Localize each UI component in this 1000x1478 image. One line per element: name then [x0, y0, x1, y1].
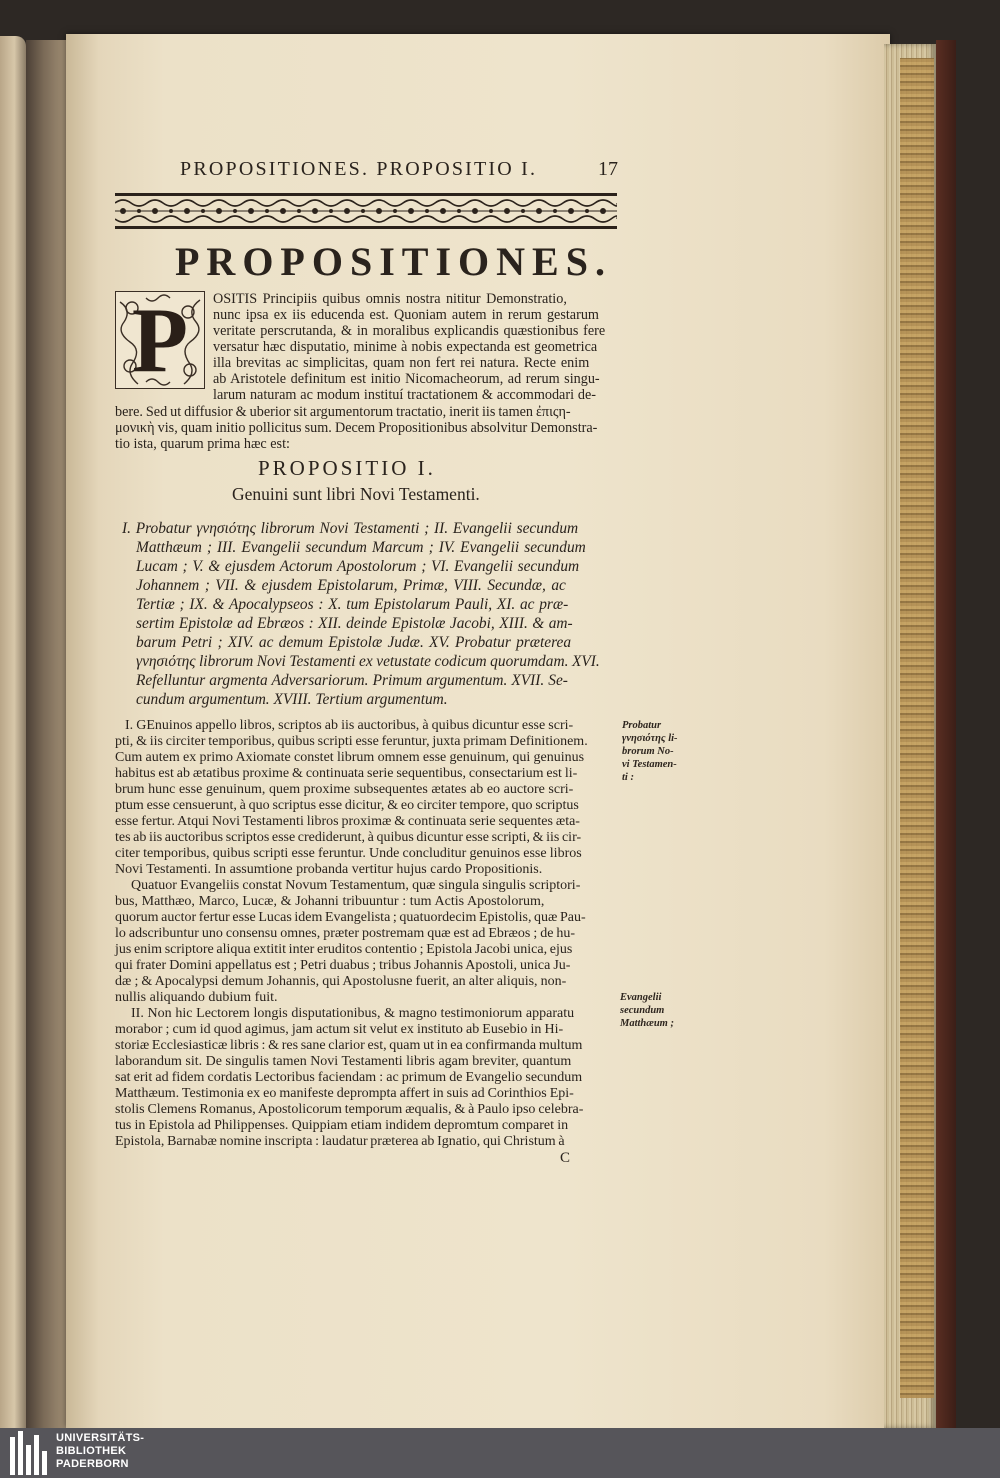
intro-line: ab Aristotele definitum est initio Nicomacheorum, ad rerum singu-: [213, 371, 600, 387]
main-title: PROPOSITIONES.: [175, 239, 612, 284]
body-line: dæ ; & Apocalypsi demum Johannis, qui Apostolusne fuerit, an alter aliquis, non-: [115, 974, 567, 989]
summary-line: γνησιότης librorum Novi Testamenti ex vetustate codicum quorumdam. XVI.: [136, 653, 600, 670]
library-name-line: UNIVERSITÄTS-: [56, 1432, 145, 1444]
summary-line: Lucam ; V. & ejusdem Actorum Apostolorum ; VI. Evangelii secundum: [136, 558, 580, 575]
library-logo-icon: [10, 1431, 50, 1475]
marginal-note-line: ti :: [622, 772, 634, 783]
running-title: PROPOSITIONES. PROPOSITIO I.: [180, 158, 538, 180]
body-line: esse fertur. Atqui Novi Testamenti libros proximæ & continuata serie sequentes æta-: [115, 814, 580, 829]
marginal-note-line: Probatur: [622, 720, 662, 731]
library-name: [56, 1432, 144, 1471]
marginal-note-line: brorum No-: [622, 746, 674, 757]
intro-line: tio ista, quarum prima hæc est:: [115, 436, 290, 452]
intro-line: illa brevitas ac simplicitas, quam non fert rei natura. Recte enim: [213, 355, 590, 371]
summary-line: Johannem ; VII. & ejusdem Epistolarum, Primæ, VIII. Secundæ, ac: [136, 577, 566, 594]
summary-line: barum Petri ; XIV. ac demum Epistolæ Judæ. XV. Probatur præterea: [136, 634, 572, 651]
body-line: nullis aliquando dubium fuit.: [115, 990, 278, 1005]
body-line: stolis Clemens Romanus, Apostolicorum temporum æqualis, & à Paulo ipso celebra-: [115, 1102, 584, 1117]
marginal-note-line: vi Testamen-: [622, 759, 677, 770]
body-line: lo adscribuntur uno consensu omnes, præter postremam quæ est ad Ebræos ; de hu-: [115, 926, 576, 941]
body-line: jus enim scriptore aliqua extitit inter eruditos contentio ; Epistola Jacobi unica, ejus: [115, 942, 573, 957]
summary-line: sertim Epistolæ ad Ebræos : XII. deinde Epistolæ Jacobi, XIII. & am-: [136, 615, 573, 632]
body-line: quorum auctor fertur esse Lucas idem Evangelista ; quatuordecim Epistolis, quæ Pau-: [115, 910, 586, 925]
body-line: I. GEnuinos appello libros, scriptos ab iis auctoribus, à quibus dicuntur esse scri-: [125, 718, 574, 733]
intro-line: larum naturam ac modum instituí tractationem & accommodari de-: [213, 387, 596, 403]
body-line: tus in Epistola ad Philippenses. Quippiam etiam indidem depromtum comparet in: [115, 1118, 569, 1133]
signature-mark: C: [560, 1150, 571, 1166]
body-line: Quatuor Evangeliis constat Novum Testamentum, quæ singula singulis scriptori-: [131, 878, 581, 893]
proposition-subtitle: Genuini sunt libri Novi Testamenti.: [232, 484, 480, 504]
intro-line: versatur hæc disputatio, minime à nobis expectanda est geometrica: [213, 339, 598, 355]
intro-line: μονικὴ vis, quam initio pollicitus sum. Decem Propositionibus absolvitur Demonstra-: [115, 420, 598, 436]
body-line: qui frater Domini appellatus est ; Petri duabus ; tribus Johannis Apostoli, unica Ju-: [115, 958, 571, 973]
body-line: citer temporibus, quibus scripti esse feruntur. Unde concluditur genuinos esse libros: [115, 846, 582, 861]
body-line: II. Non hic Lectorem longis disputationibus, & magno testimoniorum apparatu: [131, 1006, 575, 1021]
body-line: storiæ Ecclesiasticæ libris : & res sane clarior est, quam ut in ea confirmanda multum: [115, 1038, 583, 1053]
intro-line: bere. Sed ut diffusior & uberior sit argumentorum tractatio, inerit iis tamen ἐπιςη-: [115, 404, 571, 420]
ornamental-band: [115, 193, 617, 229]
body-line: brum hunc esse genuinum, quem proxime subsequentes ætates ab eo auctore scri-: [115, 782, 574, 797]
body-line: Epistola, Barnabæ nomine inscripta : laudatur præterea ab Ignatio, qui Christum à: [115, 1134, 565, 1149]
book-gutter: [26, 40, 70, 1428]
summary-line: cundum argumentum. XVIII. Tertium argumentum.: [136, 691, 448, 708]
summary-line: Tertiæ ; IX. & Apocalypseos : X. tum Epistolarum Pauli, XI. ac præ-: [136, 596, 569, 613]
decorated-initial: [115, 291, 205, 389]
marginal-note-line: secundum: [620, 1005, 665, 1016]
summary-line: I. Probatur γνησιότης librorum Novi Testamenti ; II. Evangelii secundum: [122, 520, 579, 537]
summary-line: Refelluntur argmenta Adversariorum. Primum argumentum. XVII. Se-: [136, 672, 568, 689]
marginal-note-line: γνησιότης li-: [622, 733, 678, 744]
body-line: bus, Matthæo, Marco, Lucæ, & Johanni tribuuntur : tum Actis Apostolorum,: [115, 894, 545, 909]
library-name-line: PADERBORN: [56, 1458, 129, 1470]
proposition-heading: PROPOSITIO I.: [258, 456, 436, 480]
intro-line: nunc ipsa ex iis educenda est. Quoniam autem in rerum gestarum: [213, 307, 599, 323]
intro-line: veritate perscrutanda, & in moralibus explicandis quæstionibus fere: [213, 323, 606, 339]
body-line: tes ab iis auctoribus scriptos esse crediderunt, à quibus dicuntur esse scripti, & iis cir-: [115, 830, 582, 845]
body-line: Cum autem ex primo Axiomate constet librum omnem esse genuinum, qui genuinus: [115, 750, 585, 765]
library-footer-bar: [0, 1428, 1000, 1478]
library-name-line: BIBLIOTHEK: [56, 1445, 127, 1457]
body-line: ptum esse censuerunt, à quo scriptus esse dicitur, & eo circiter tempore, quo scriptus: [115, 798, 579, 813]
intro-line: OSITIS Principiis quibus omnis nostra nititur Demonstratio,: [213, 291, 567, 307]
drop-cap-letter: P: [131, 289, 189, 391]
summary-line: Matthæum ; III. Evangelii secundum Marcum ; IV. Evangelii secundum: [136, 539, 586, 556]
body-line: sat erit ad fidem cordatis Lectoribus faciendam : ac primum de Evangelio secundum: [115, 1070, 583, 1085]
body-line: morabor ; cum id quod agimus, jam actum sit velut ex instituto ab Eusebio in Hi-: [115, 1022, 564, 1037]
body-line: Matthæum. Testimonia ex eo manifeste deprompta affert in suis ad Corinthios Epi-: [115, 1086, 574, 1101]
body-line: habitus est ab ætatibus proxime & continuata serie sequentibus, consectarium est li-: [115, 766, 578, 781]
marginal-note-line: Matthæum ;: [620, 1018, 674, 1029]
marginal-note-line: Evangelii: [620, 992, 662, 1003]
page-number: 17: [598, 158, 618, 180]
gilt-edge: [900, 58, 934, 1398]
book-cover-edge: [936, 40, 956, 1428]
left-page-edge: [0, 36, 26, 1428]
body-line: laborandum sit. De singulis tamen Novi Testamenti libris agam breviter, quantum: [115, 1054, 572, 1069]
body-line: pti, & iis circiter temporibus, quibus scripti esse feruntur, juxta primam Definitionem.: [115, 734, 588, 749]
body-line: Novi Testamenti. In assumtione probanda vertitur hujus cardo Propositionis.: [115, 862, 543, 877]
